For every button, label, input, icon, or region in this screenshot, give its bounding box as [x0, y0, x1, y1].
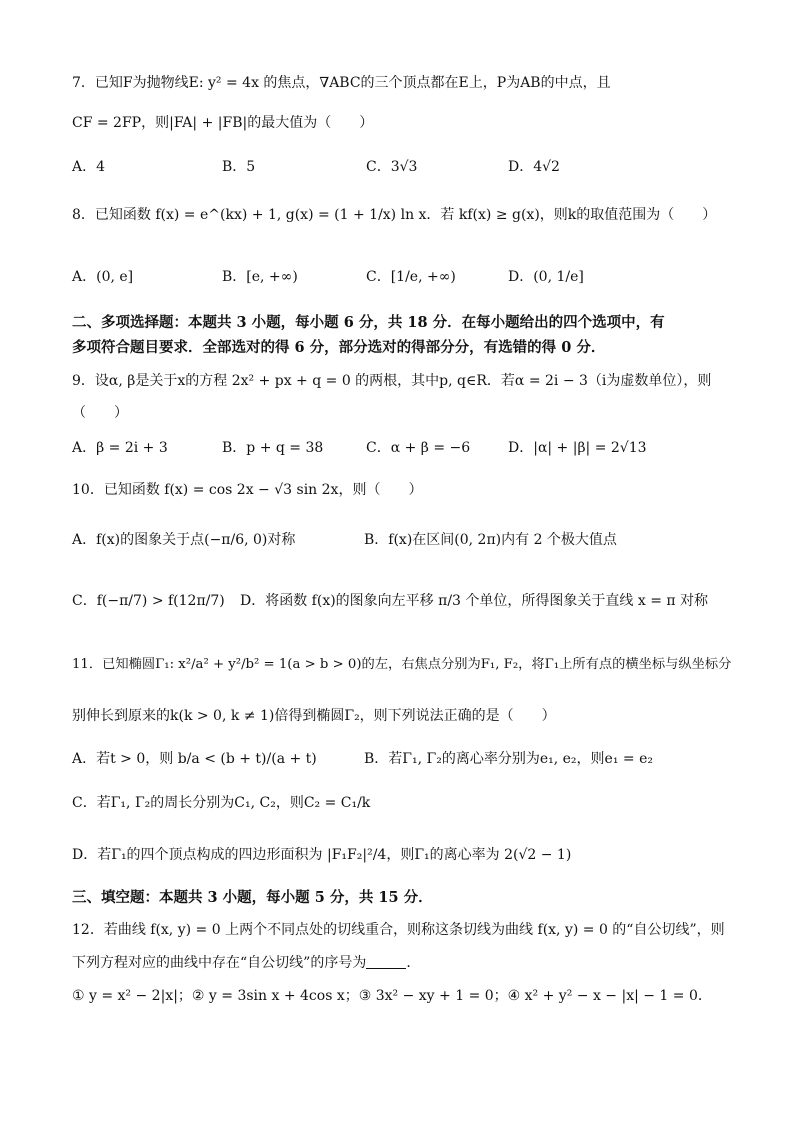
q8-option-d: D．(0, 1/e]: [508, 269, 584, 285]
q9-option-b: B．p + q = 38: [222, 440, 324, 456]
q8-stem: 8．已知函数 f(x) = e^(kx) + 1, g(x) = (1 + 1/x) ln x．若 kf(x) ≥ g(x)，则k的取值范围为（ ）: [72, 207, 717, 223]
q9-line1: 9．设α, β是关于x的方程 2x² + px + q = 0 的两根，其中p, q∈R．若α = 2i − 3（i为虚数单位），则: [72, 373, 712, 389]
q10-option-d: D．将函数 f(x)的图象向左平移 π/3 个单位，所得图象关于直线 x = π 对称: [240, 593, 709, 609]
q7-option-d: D．4√2: [508, 159, 560, 175]
q11-option-d: D．若Γ₁的四个顶点构成的四边形面积为 |F₁F₂|²/4，则Γ₁的离心率为 2(√2 − 1): [72, 847, 572, 863]
q10-stem: 10．已知函数 f(x) = cos 2x − √3 sin 2x，则（ ）: [72, 482, 423, 498]
q7-option-c: C．3√3: [366, 159, 418, 175]
q11-line1: 11．已知椭圆Γ₁: x²/a² + y²/b² = 1(a > b > 0)的左，右焦点分别为F₁, F₂，将Γ₁上所有点的横坐标与纵坐标分: [72, 657, 732, 672]
q11-line2: 别伸长到原来的k(k > 0, k ≠ 1)倍得到椭圆Γ₂，则下列说法正确的是（ ）: [72, 708, 556, 724]
q9-option-d: D．|α| + |β| = 2√13: [508, 440, 647, 456]
q7-line1: 7．已知F为抛物线E: y² = 4x 的焦点，∇ABC的三个顶点都在E上，P为AB的中点，且: [72, 75, 611, 91]
q12-line2-text: 下列方程对应的曲线中存在“自公切线”的序号为: [72, 955, 367, 971]
q11-option-c: C．若Γ₁, Γ₂的周长分别为C₁, C₂，则C₂ = C₁/k: [72, 795, 371, 811]
q7-option-a: A．4: [72, 159, 106, 175]
q10-option-c: C．f(−π/7) > f(12π/7): [72, 593, 225, 609]
answer-blank[interactable]: [366, 954, 406, 969]
section3-title: 三、填空题：本题共 3 小题，每小题 5 分，共 15 分．: [72, 889, 433, 906]
q12-line2-end: ．: [406, 955, 421, 971]
q7-line2: CF = 2FP，则|FA| + |FB|的最大值为（ ）: [72, 115, 374, 131]
q11-option-b: B．若Γ₁, Γ₂的离心率分别为e₁, e₂，则e₁ = e₂: [364, 751, 653, 767]
q11-option-a: A．若t > 0，则 b/a < (b + t)/(a + t): [72, 751, 317, 767]
q12-line2: [72, 952, 420, 974]
q12-line1: 12．若曲线 f(x, y) = 0 上两个不同点处的切线重合，则称这条切线为曲线 f(x, y) = 0 的“自公切线”，则: [72, 922, 725, 938]
q12-line3: ① y = x² − 2|x|；② y = 3sin x + 4cos x；③ 3x² − xy + 1 = 0；④ x² + y² − x − |x| − 1 = 0．: [72, 988, 712, 1004]
q7-option-b: B．5: [222, 159, 256, 175]
q10-option-a: A．f(x)的图象关于点(−π/6, 0)对称: [72, 532, 296, 548]
q8-option-c: C．[1/e, +∞): [366, 269, 456, 285]
q9-option-a: A．β = 2i + 3: [72, 440, 168, 456]
q9-option-c: C．α + β = −6: [366, 440, 471, 456]
q8-option-a: A．(0, e]: [72, 269, 134, 285]
section2-line1: 二、多项选择题：本题共 3 小题，每小题 6 分，共 18 分．在每小题给出的四个选项中，有: [72, 314, 665, 331]
q8-option-b: B．[e, +∞): [222, 269, 298, 285]
q9-line2: （ ）: [72, 405, 128, 421]
q10-option-b: B．f(x)在区间(0, 2π)内有 2 个极大值点: [364, 532, 617, 548]
section2-line2: 多项符合题目要求．全部选对的得 6 分，部分选对的得部分分，有选错的得 0 分．: [72, 339, 606, 356]
